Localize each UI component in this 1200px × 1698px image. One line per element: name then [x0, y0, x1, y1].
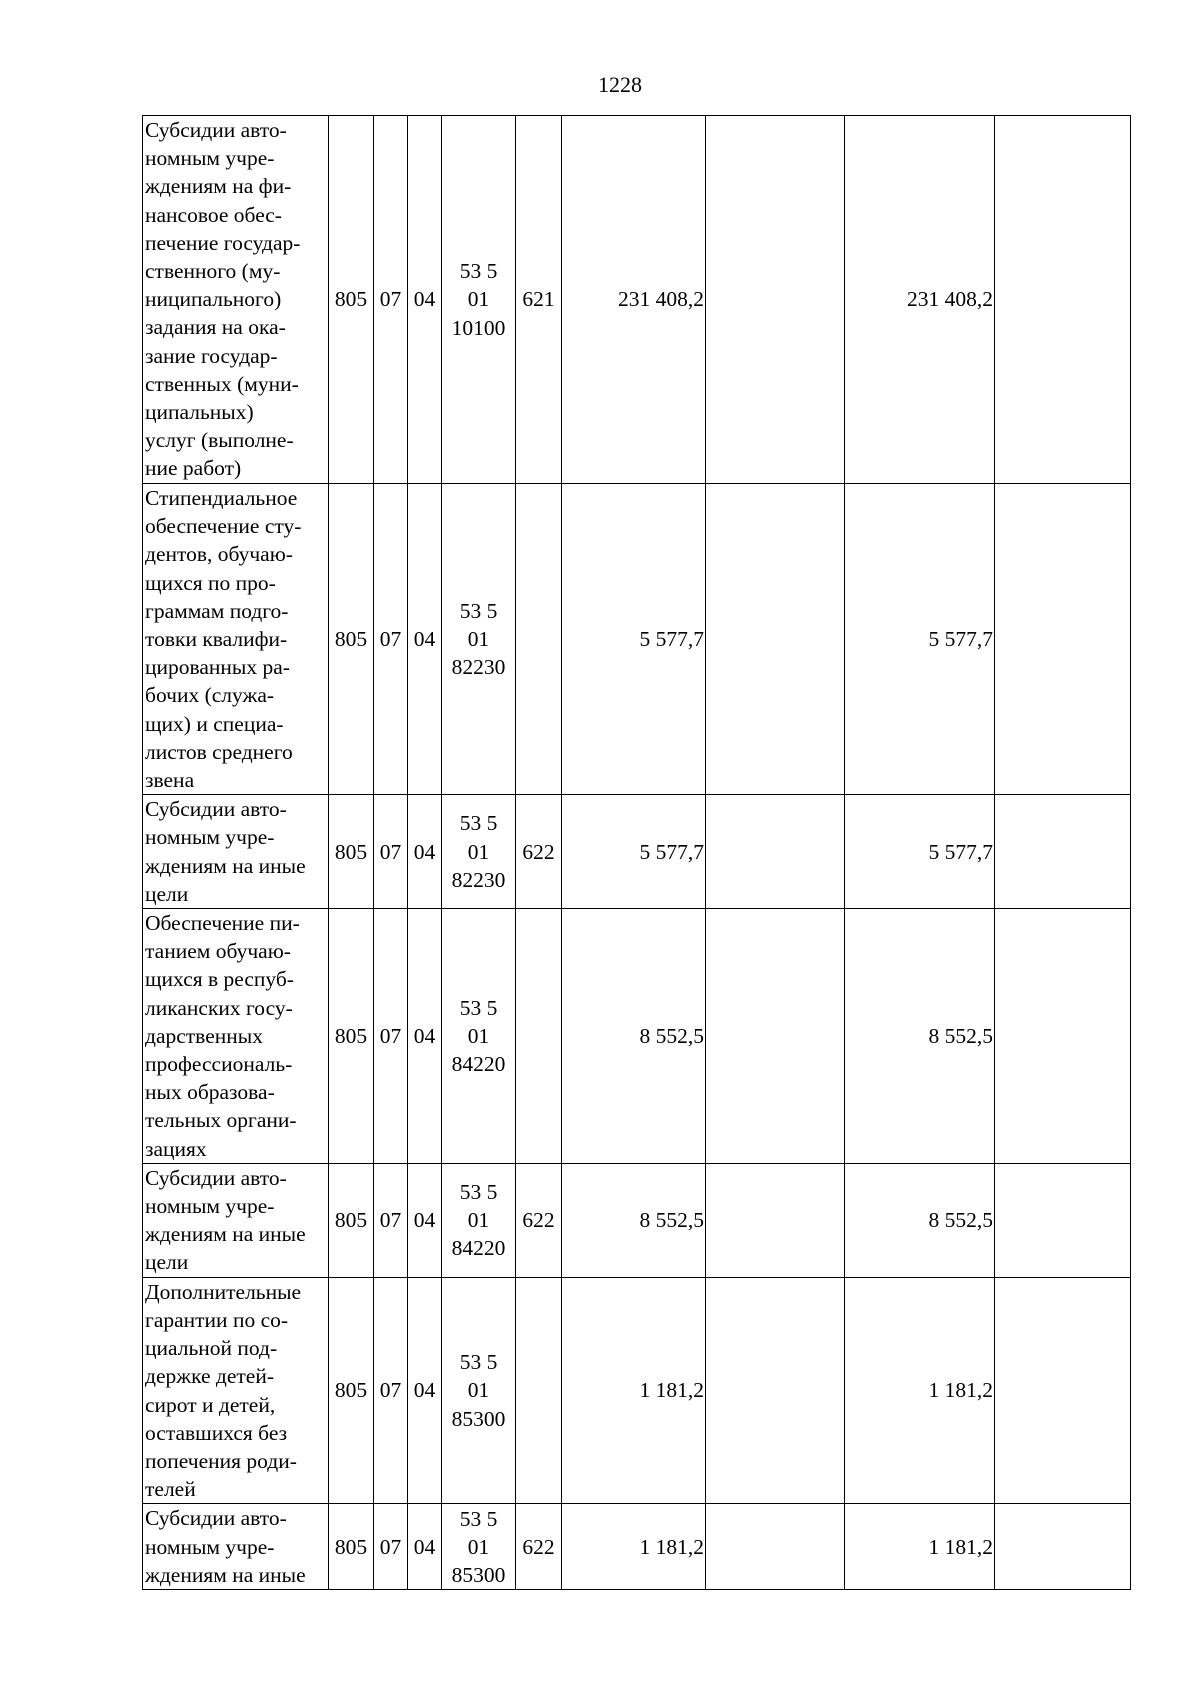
ministry-code: 805	[329, 116, 374, 484]
row-name-line: Дополнительные	[145, 1279, 302, 1304]
row-name-line: циальной под-	[145, 1336, 278, 1361]
expense-kind-code	[516, 1277, 562, 1504]
table-row	[143, 909, 1131, 1164]
row-name-line: бочих (служа-	[145, 683, 275, 708]
ministry-code: 805	[329, 909, 374, 1164]
section-code: 07	[374, 795, 408, 909]
row-name-line: профессиональ-	[145, 1052, 293, 1077]
section-code: 07	[374, 1163, 408, 1277]
target-article-line: 84220	[451, 1236, 506, 1261]
target-article-code	[442, 909, 516, 1164]
expense-kind-code: 622	[516, 1504, 562, 1590]
budget-table	[142, 115, 1131, 1590]
target-article-line: 53 5	[459, 995, 498, 1020]
target-article-code	[442, 1277, 516, 1504]
table-row	[143, 116, 1131, 484]
row-name	[143, 795, 329, 909]
target-article-code	[442, 1504, 516, 1590]
ministry-code: 805	[329, 1504, 374, 1590]
target-article-line: 01	[467, 1534, 490, 1559]
ministry-code: 805	[329, 484, 374, 795]
row-name-line: номным учре-	[145, 146, 275, 171]
target-article-code	[442, 484, 516, 795]
table-row	[143, 484, 1131, 795]
row-name-line: гарантии по со-	[145, 1307, 289, 1332]
table-body	[143, 116, 1131, 1590]
row-name-line: ственных (муни-	[145, 371, 299, 396]
amount-col7	[706, 1504, 845, 1590]
expense-kind-code: 622	[516, 1163, 562, 1277]
table-row	[143, 1163, 1131, 1277]
row-name-line: сирот и детей,	[145, 1392, 276, 1417]
amount-col9	[995, 1504, 1131, 1590]
row-name-line: ждениям на иные	[145, 1562, 306, 1587]
amount-col7	[706, 909, 845, 1164]
row-name-line: цированных ра-	[145, 655, 290, 680]
ministry-code: 805	[329, 1277, 374, 1504]
row-name-line: оставшихся без	[145, 1420, 288, 1445]
row-name-line: зание государ-	[145, 343, 278, 368]
row-name-line: зациях	[145, 1136, 207, 1161]
target-article-line: 53 5	[459, 259, 498, 284]
row-name	[143, 1277, 329, 1504]
row-name-line: ждениям на фи-	[145, 174, 292, 199]
target-article-line: 85300	[451, 1562, 506, 1587]
table-row	[143, 1504, 1131, 1590]
amount-col9	[995, 909, 1131, 1164]
row-name-line: цели	[145, 1250, 189, 1275]
row-name-line: печение государ-	[145, 230, 301, 255]
subsection-code: 04	[408, 909, 442, 1164]
target-article-line: 10100	[451, 315, 506, 340]
row-name-line: ликанских госу-	[145, 995, 293, 1020]
row-name-line: номным учре-	[145, 825, 275, 850]
row-name-line: щихся в респуб-	[145, 967, 294, 992]
subsection-code: 04	[408, 1163, 442, 1277]
expense-kind-code: 621	[516, 116, 562, 484]
target-article-line: 01	[467, 839, 490, 864]
row-name-line: дентов, обучаю-	[145, 542, 293, 567]
table-row	[143, 1277, 1131, 1504]
target-article-line: 53 5	[459, 1350, 498, 1375]
amount-total: 5 577,7	[562, 795, 706, 909]
amount-col8: 5 577,7	[845, 484, 995, 795]
target-article-line: 01	[467, 1023, 490, 1048]
target-article-line: 53 5	[459, 811, 498, 836]
row-name-line: листов среднего	[145, 739, 293, 764]
row-name-line: Субсидии авто-	[145, 118, 287, 142]
row-name-line: задания на ока-	[145, 315, 286, 340]
table-row	[143, 795, 1131, 909]
row-name-line: Обеспечение пи-	[145, 911, 300, 936]
amount-col8: 1 181,2	[845, 1504, 995, 1590]
row-name	[143, 116, 329, 484]
amount-total: 5 577,7	[562, 484, 706, 795]
row-name-line: ждениям на иные	[145, 1222, 306, 1247]
row-name-line: Субсидии авто-	[145, 797, 287, 822]
row-name-line: Субсидии авто-	[145, 1165, 287, 1190]
row-name-line: товки квалифи-	[145, 627, 288, 652]
amount-col9	[995, 116, 1131, 484]
section-code: 07	[374, 116, 408, 484]
target-article-line: 01	[467, 1208, 490, 1233]
row-name-line: ниципального)	[145, 287, 282, 312]
amount-col8: 1 181,2	[845, 1277, 995, 1504]
row-name-line: телей	[145, 1477, 196, 1502]
amount-col9	[995, 1163, 1131, 1277]
row-name-line: Субсидии авто-	[145, 1506, 287, 1531]
expense-kind-code	[516, 909, 562, 1164]
row-name	[143, 909, 329, 1164]
amount-total: 8 552,5	[562, 1163, 706, 1277]
subsection-code: 04	[408, 1277, 442, 1504]
section-code: 07	[374, 1504, 408, 1590]
subsection-code: 04	[408, 116, 442, 484]
amount-total: 231 408,2	[562, 116, 706, 484]
row-name-line: ственного (му-	[145, 259, 281, 284]
row-name	[143, 1163, 329, 1277]
target-article-line: 82230	[451, 655, 506, 680]
row-name-line: Стипендиальное	[145, 486, 298, 510]
row-name	[143, 484, 329, 795]
target-article-code	[442, 1163, 516, 1277]
row-name-line: танием обучаю-	[145, 939, 291, 964]
row-name-line: ных образова-	[145, 1080, 275, 1105]
ministry-code: 805	[329, 795, 374, 909]
row-name-line: ципальных)	[145, 400, 254, 425]
target-article-code	[442, 116, 516, 484]
row-name-line: цели	[145, 881, 189, 906]
amount-total: 8 552,5	[562, 909, 706, 1164]
target-article-line: 01	[467, 287, 490, 312]
row-name-line: щих) и специа-	[145, 711, 284, 736]
row-name-line: тельных органи-	[145, 1108, 297, 1133]
row-name-line: услуг (выполне-	[145, 428, 294, 453]
ministry-code: 805	[329, 1163, 374, 1277]
target-article-line: 53 5	[459, 1506, 498, 1531]
row-name-line: ние работ)	[145, 456, 242, 481]
section-code: 07	[374, 909, 408, 1164]
row-name-line: попечения роди-	[145, 1448, 297, 1473]
amount-col7	[706, 116, 845, 484]
row-name	[143, 1504, 329, 1590]
target-article-line: 53 5	[459, 598, 498, 623]
amount-col7	[706, 1163, 845, 1277]
target-article-line: 01	[467, 627, 490, 652]
amount-total: 1 181,2	[562, 1504, 706, 1590]
row-name-line: звена	[145, 768, 195, 793]
row-name-line: ждениям на иные	[145, 853, 306, 878]
section-code: 07	[374, 1277, 408, 1504]
amount-col8: 231 408,2	[845, 116, 995, 484]
target-article-line: 85300	[451, 1406, 506, 1431]
amount-col9	[995, 1277, 1131, 1504]
subsection-code: 04	[408, 484, 442, 795]
expense-kind-code: 622	[516, 795, 562, 909]
row-name-line: номным учре-	[145, 1194, 275, 1219]
amount-col8: 8 552,5	[845, 1163, 995, 1277]
amount-col7	[706, 795, 845, 909]
page-number: 1228	[598, 72, 642, 97]
target-article-line: 53 5	[459, 1179, 498, 1204]
row-name-line: щихся по про-	[145, 570, 276, 595]
target-article-line: 84220	[451, 1052, 506, 1077]
amount-col8: 5 577,7	[845, 795, 995, 909]
target-article-line: 82230	[451, 867, 506, 892]
subsection-code: 04	[408, 795, 442, 909]
row-name-line: держке детей-	[145, 1364, 274, 1389]
section-code: 07	[374, 484, 408, 795]
row-name-line: номным учре-	[145, 1534, 275, 1559]
row-name-line: дарственных	[145, 1023, 263, 1048]
amount-col7	[706, 484, 845, 795]
amount-total: 1 181,2	[562, 1277, 706, 1504]
row-name-line: нансовое обес-	[145, 202, 282, 227]
target-article-code	[442, 795, 516, 909]
target-article-line: 01	[467, 1378, 490, 1403]
subsection-code: 04	[408, 1504, 442, 1590]
amount-col7	[706, 1277, 845, 1504]
amount-col9	[995, 484, 1131, 795]
amount-col9	[995, 795, 1131, 909]
expense-kind-code	[516, 484, 562, 795]
row-name-line: граммам подго-	[145, 598, 289, 623]
row-name-line: обеспечение сту-	[145, 514, 302, 539]
amount-col8: 8 552,5	[845, 909, 995, 1164]
